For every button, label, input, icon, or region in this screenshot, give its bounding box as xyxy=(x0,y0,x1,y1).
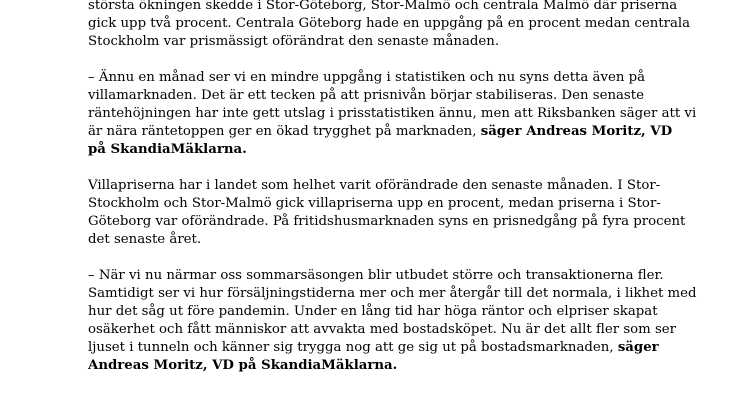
text-run: Stockholm och Stor-Malmö gick villapriserna upp en procent, medan priserna i Stor- xyxy=(88,196,661,211)
text-line xyxy=(88,231,688,249)
text-line xyxy=(88,339,688,357)
text-line xyxy=(88,357,688,375)
text-line xyxy=(88,285,697,303)
text-run: Samtidigt ser vi hur försäljningstiderna mer och mer återgår till det normala, i likhet med xyxy=(88,286,697,301)
text-run: – Ännu en månad ser vi en mindre uppgång i statistiken och nu syns detta även på xyxy=(88,70,646,85)
text-line xyxy=(88,105,697,123)
text-run: Stockholm var prismässigt oförändrat den senaste månaden. xyxy=(88,34,500,49)
text-run: ljuset i tunneln och känner sig trygga nog att ge sig ut på bostadsmarknaden, xyxy=(88,340,618,355)
text-run: största ökningen skedde i Stor-Göteborg, Stor-Malmö och centrala Malmö där priserna xyxy=(88,0,678,13)
text-line xyxy=(88,69,688,87)
text-run: villamarknaden. Det är ett tecken på att prisnivån börjar stabiliseras. Den senaste xyxy=(88,88,644,103)
text-run: är nära räntetoppen ger en ökad trygghet på marknaden, xyxy=(88,124,481,139)
text-line xyxy=(88,177,688,195)
text-run: osäkerhet och fått människor att avvakta med bostadsköpet. Nu är det allt fler som ser xyxy=(88,322,677,337)
text-line xyxy=(88,33,688,51)
text-line xyxy=(88,195,688,213)
text-line xyxy=(88,267,688,285)
quote-paragraph xyxy=(88,267,697,375)
text-run: hur det såg ut före pandemin. Under en lång tid har höga räntor och elpriser skapat xyxy=(88,304,658,319)
text-run: Villapriserna har i landet som helhet varit oförändrade den senaste månaden. I Stor- xyxy=(88,178,661,193)
text-run: – När vi nu närmar oss sommarsäsongen blir utbudet större och transaktionerna fler. xyxy=(88,268,664,283)
text-run: räntehöjningen har inte gett utslag i prisstatistiken ännu, men att Riksbanken säger att vi xyxy=(88,106,697,121)
text-line xyxy=(88,321,688,339)
quote-attribution: säger Andreas Moritz, VD xyxy=(480,124,673,139)
text-line xyxy=(88,0,688,15)
quote-attribution: på SkandiaMäklarna. xyxy=(88,142,247,157)
quote-attribution: Andreas Moritz, VD på SkandiaMäklarna. xyxy=(88,358,398,373)
text-line xyxy=(88,303,688,321)
text-line xyxy=(88,123,688,141)
text-line xyxy=(88,87,688,105)
quote-paragraph xyxy=(88,69,697,159)
paragraph xyxy=(88,177,688,249)
text-run: Göteborg var oförändrade. På fritidshusmarknaden syns en prisnedgång på fyra procent xyxy=(88,214,686,229)
text-run: det senaste året. xyxy=(88,232,202,247)
text-line xyxy=(88,213,688,231)
document-body xyxy=(88,0,697,393)
text-run: gick upp två procent. Centrala Göteborg hade en uppgång på en procent medan centrala xyxy=(88,16,691,31)
text-line xyxy=(88,141,688,159)
text-line xyxy=(88,15,691,33)
paragraph xyxy=(88,0,691,51)
quote-attribution: säger xyxy=(617,340,659,355)
